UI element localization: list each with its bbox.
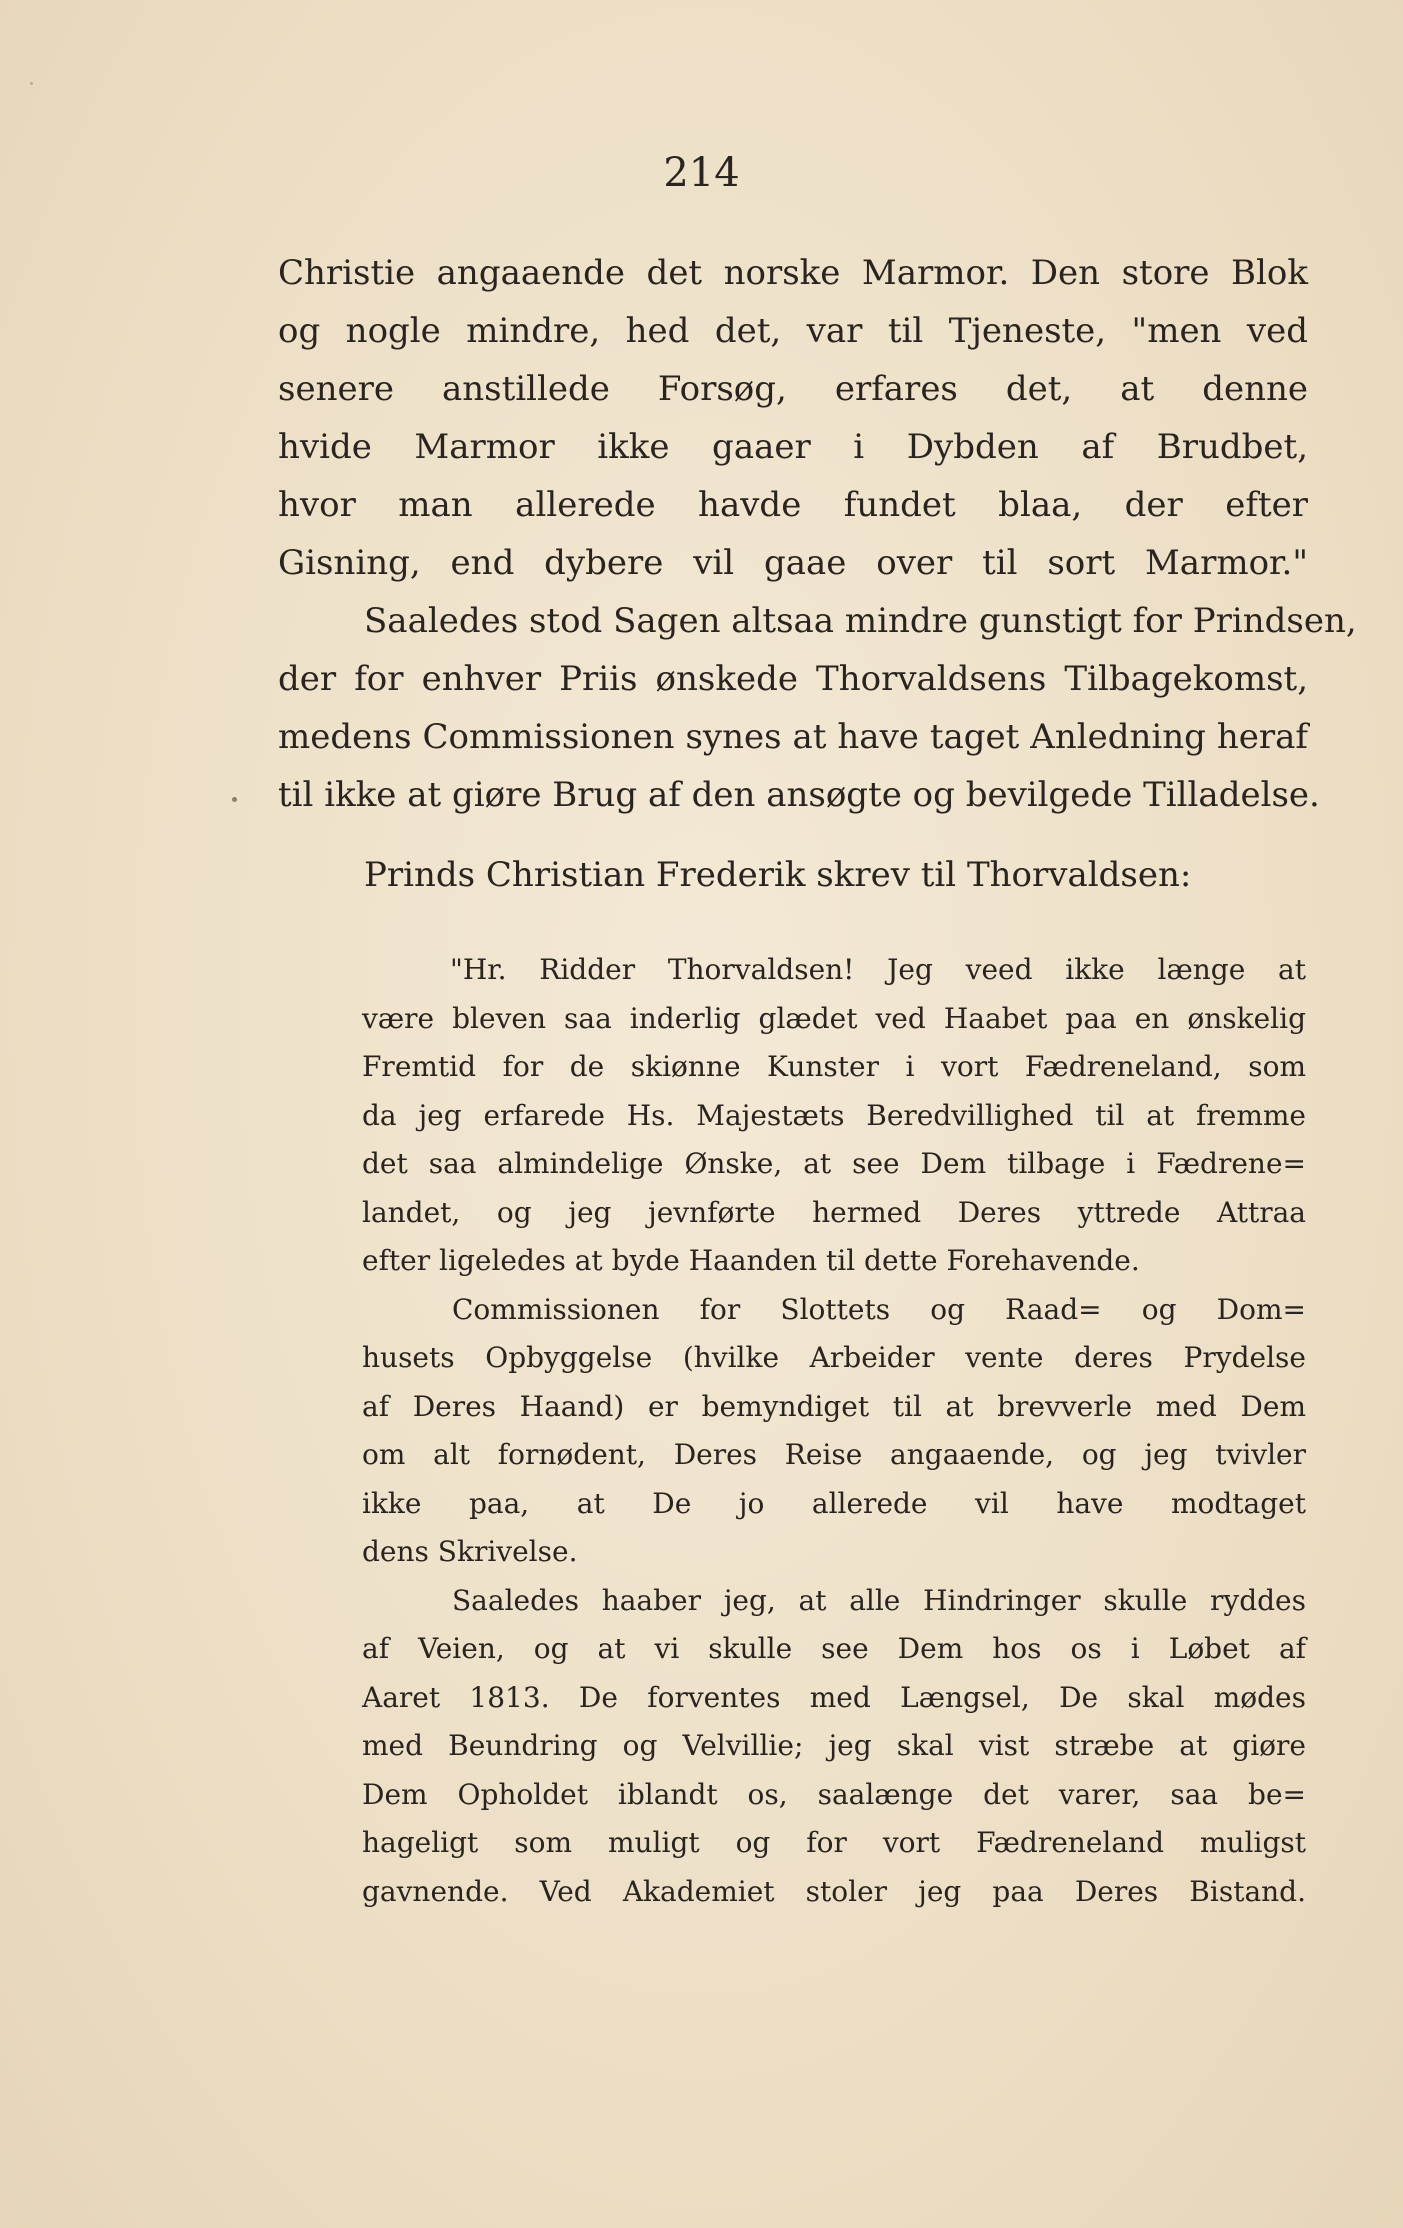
main-text <box>278 244 1357 886</box>
letter-line: af Veien, og at vi skulle see Dem hos os i Løbet af <box>362 1632 1306 1665</box>
letter-line: "Hr. Ridder Thorvaldsen! Jeg veed ikke længe at <box>450 953 1306 986</box>
letter-line: landet, og jeg jevnførte hermed Deres yttrede Attraa <box>362 1195 1306 1229</box>
letter-line: hageligt som muligt og for vort Fædreneland muligst <box>362 1826 1306 1859</box>
text-line: hvide Marmor ikke gaaer i Dybden af Brudbet, <box>278 427 1308 467</box>
page-number: 214 <box>663 150 740 196</box>
letter-line: være bleven saa inderlig glædet ved Haabet paa en ønskelig <box>362 1001 1306 1035</box>
text-line: senere anstillede Forsøg, erfares det, at denne <box>278 369 1308 409</box>
text-line: og nogle mindre, hed det, var til Tjeneste, "men ved <box>278 311 1308 351</box>
letter-line: med Beundring og Velvillie; jeg skal vist stræbe at giøre <box>362 1729 1306 1762</box>
letter-line: om alt fornødent, Deres Reise angaaende, og jeg tvivler <box>362 1438 1306 1471</box>
letter-line: Saaledes haaber jeg, at alle Hindringer skulle ryddes <box>452 1583 1306 1617</box>
text-line: hvor man allerede havde fundet blaa, der efter <box>278 485 1308 525</box>
paper-speck <box>30 82 33 85</box>
letter-line: ikke paa, at De jo allerede vil have modtaget <box>362 1486 1306 1520</box>
letter-intro <box>278 846 1308 904</box>
letter-line: da jeg erfarede Hs. Majestæts Beredvillighed til at fremme <box>362 1098 1306 1132</box>
letter-line: Dem Opholdet iblandt os, saalænge det varer, saa be= <box>362 1777 1306 1811</box>
letter-line: af Deres Haand) er bemyndiget til at brevverle med Dem <box>362 1389 1306 1423</box>
quoted-letter <box>362 946 1306 1916</box>
letter-line: det saa almindelige Ønske, at see Dem tilbage i Fædrene= <box>362 1147 1306 1180</box>
text-line: til ikke at giøre Brug af den ansøgte og bevilgede Tilladelse. <box>278 775 1320 815</box>
letter-line: husets Opbyggelse (hvilke Arbeider vente deres Prydelse <box>362 1341 1306 1374</box>
letter-line: efter ligeledes at byde Haanden til dette Forehavende. <box>362 1244 1140 1277</box>
letter-line: dens Skrivelse. <box>362 1535 578 1568</box>
letter-line: Aaret 1813. De forventes med Længsel, De skal mødes <box>362 1680 1306 1714</box>
text-line: Saaledes stod Sagen altsaa mindre gunstigt for Prindsen, <box>364 601 1357 641</box>
text-line: Prinds Christian Frederik skrev til Thorvaldsen: <box>364 855 1192 895</box>
letter-line: Fremtid for de skiønne Kunster i vort Fædreneland, som <box>362 1050 1306 1083</box>
letter-line: gavnende. Ved Akademiet stoler jeg paa Deres Bistand. <box>362 1874 1306 1908</box>
paper-speck <box>232 797 237 802</box>
text-line: Christie angaaende det norske Marmor. Den store Blok <box>278 253 1308 293</box>
text-line: Gisning, end dybere vil gaae over til sort Marmor." <box>278 543 1308 583</box>
text-line: medens Commissionen synes at have taget Anledning heraf <box>278 717 1308 757</box>
letter-line: Commissionen for Slottets og Raad= og Dom= <box>452 1292 1306 1326</box>
text-line: der for enhver Priis ønskede Thorvaldsens Tilbagekomst, <box>278 659 1308 699</box>
